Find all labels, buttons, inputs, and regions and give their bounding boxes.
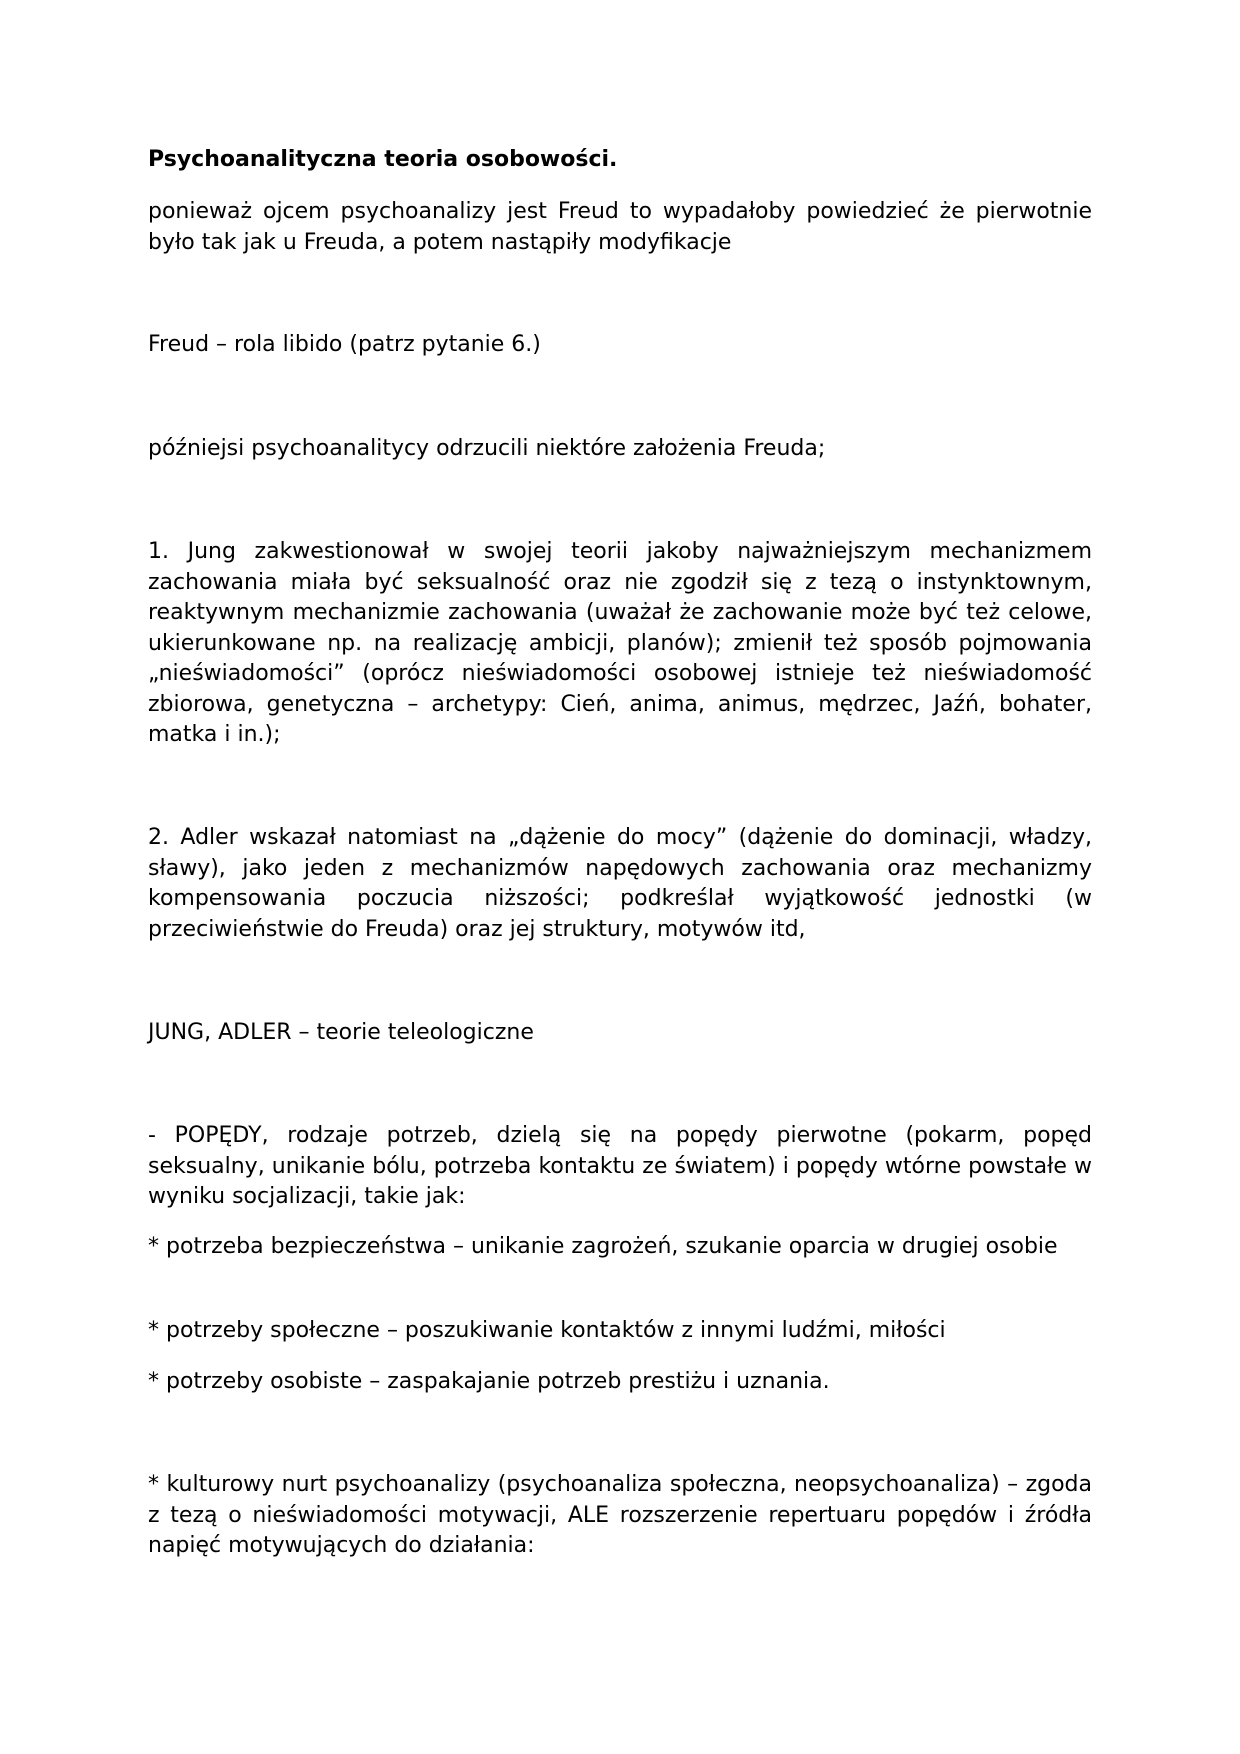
- list-item-safety-need: * potrzeba bezpieczeństwa – unikanie zagrożeń, szukanie oparcia w drugiej osobie: [148, 1234, 1058, 1259]
- list-item-personal-needs: * potrzeby osobiste – zaspakajanie potrzeb prestiżu i uznania.: [148, 1369, 830, 1394]
- paragraph-cultural-trend: * kulturowy nurt psychoanalizy (psychoanaliza społeczna, neopsychoanaliza) – zgoda z tezą o nieświadomości motywacji, ALE rozszerzenie repertuaru popędów i źródła napięć motywujących do działania:: [148, 1472, 1092, 1558]
- paragraph-drives: - POPĘDY, rodzaje potrzeb, dzielą się na popędy pierwotne (pokarm, popęd seksualny, unikanie bólu, potrzeba kontaktu ze światem) i popędy wtórne powstałe w wyniku socjalizacji, takie jak:: [148, 1123, 1092, 1209]
- paragraph-later-analysts: późniejsi psychoanalitycy odrzucili niektóre założenia Freuda;: [148, 436, 826, 461]
- paragraph-adler: 2. Adler wskazał natomiast na „dążenie do mocy” (dążenie do dominacji, władzy, sławy), jako jeden z mechanizmów napędowych zachowania oraz mechanizmy kompensowania poczucia niższości; podkreślał wyjątkowość jednostki (w przeciwieństwie do Freuda) oraz jej struktury, motywów itd,: [148, 825, 1092, 942]
- paragraph-teleological: JUNG, ADLER – teorie teleologiczne: [148, 1020, 534, 1045]
- paragraph-jung: 1. Jung zakwestionował w swojej teorii jakoby najważniejszym mechanizmem zachowania miała być seksualność oraz nie zgodził się z tezą o instynktownym, reaktywnym mechanizmie zachowania (uważał że zachowanie może być też celowe, ukierunkowane np. na realizację ambicji, planów); zmienił też sposób pojmowania „nieświadomości” (oprócz nieświadomości osobowej istnieje też nieświadomość zbiorowa, genetyczna – archetypy: Cień, anima, animus, mędrzec, Jaźń, bohater, matka i in.);: [148, 539, 1092, 747]
- paragraph-intro: ponieważ ojcem psychoanalizy jest Freud to wypadałoby powiedzieć że pierwotnie było tak jak u Freuda, a potem nastąpiły modyfikacje: [148, 199, 1092, 255]
- list-item-social-needs: * potrzeby społeczne – poszukiwanie kontaktów z innymi ludźmi, miłości: [148, 1318, 946, 1343]
- paragraph-freud: Freud – rola libido (patrz pytanie 6.): [148, 332, 541, 357]
- document-title: Psychoanalityczna teoria osobowości.: [148, 147, 618, 172]
